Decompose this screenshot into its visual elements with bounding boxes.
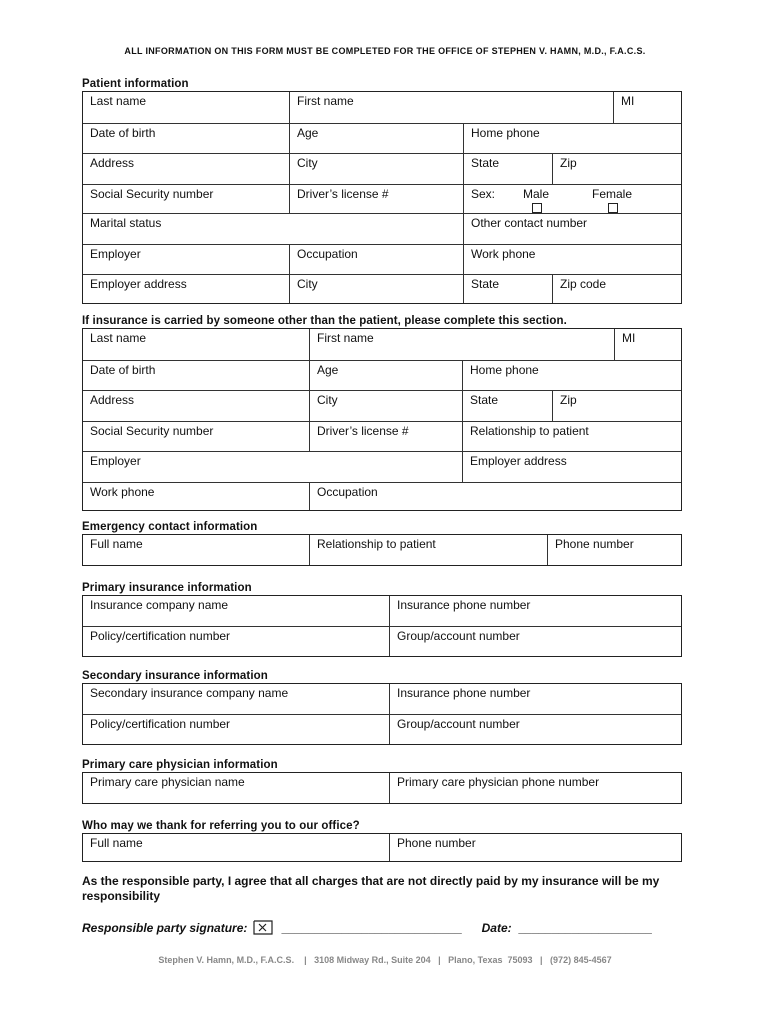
female-checkbox[interactable] [608,203,618,213]
pcp-section-title: Primary care physician information [82,759,278,771]
age-field[interactable]: Age [289,124,463,153]
primary-group-number-field[interactable]: Group/account number [389,627,681,656]
insured-ssn-field[interactable]: Social Security number [90,424,214,438]
insured-last-name-field[interactable]: Last name [90,331,147,345]
female-label: Female [592,187,633,201]
secondary-insurance-phone-field[interactable]: Insurance phone number [389,684,681,714]
insured-employer-address-field[interactable]: Employer address [462,452,681,482]
sex-label: Sex: [471,187,496,201]
first-name-field[interactable]: First name [289,92,613,123]
dob-field[interactable]: Date of birth [90,126,156,140]
zip-field[interactable]: Zip [552,154,681,184]
patient-section-title: Patient information [82,78,189,90]
pcp-section [82,758,682,804]
insured-mi-field[interactable]: MI [614,329,681,360]
home-phone-field[interactable]: Home phone [463,124,681,153]
emergency-section-title: Emergency contact information [82,521,258,533]
referral-section [82,819,682,862]
signature-row [82,920,702,938]
last-name-field[interactable]: Last name [90,94,147,108]
emergency-table [82,534,682,566]
patient-table [82,91,682,304]
address-field[interactable]: Address [90,156,135,170]
marital-status-field[interactable]: Marital status [90,216,162,230]
pcp-table [82,772,682,804]
occupation-field[interactable]: Occupation [289,245,463,274]
secondary-insurance-table [82,683,682,745]
secondary-insurance-title: Secondary insurance information [82,670,268,682]
signature-icon[interactable] [253,920,273,938]
employer-field[interactable]: Employer [90,247,141,261]
insured-table [82,328,682,511]
date-label: Date: [481,921,512,935]
insured-section-title: If insurance is carried by someone other than the patient, please complete this section. [82,315,567,327]
insured-section [82,314,682,511]
primary-policy-number-field[interactable]: Policy/certification number [90,629,231,643]
referral-full-name-field[interactable]: Full name [90,836,143,850]
insured-work-phone-field[interactable]: Work phone [90,485,155,499]
primary-insurance-company-field[interactable]: Insurance company name [90,598,229,612]
referral-section-title: Who may we thank for referring you to our office? [82,820,360,832]
insured-first-name-field[interactable]: First name [309,329,614,360]
primary-insurance-table [82,595,682,657]
responsibility-agreement: As the responsible party, I agree that all charges that are not directly paid by my insurance will be my responsibility [82,874,660,903]
insured-zip-field[interactable]: Zip [552,391,681,421]
emergency-relationship-field[interactable]: Relationship to patient [309,535,547,565]
pcp-phone-field[interactable]: Primary care physician phone number [389,773,681,803]
patient-section [82,77,682,304]
office-footer: Stephen V. Hamn, M.D., F.A.C.S. | 3108 Midway Rd., Suite 204 | Plano, Texas 75093 | (972) 845-4567 [158,955,612,965]
signature-label: Responsible party signature: [82,921,248,935]
insured-home-phone-field[interactable]: Home phone [462,361,681,390]
form-header: ALL INFORMATION ON THIS FORM MUST BE COMPLETED FOR THE OFFICE OF STEPHEN V. HAMN, M.D., F.A.C.S. [124,46,646,56]
insured-drivers-license-field[interactable]: Driver’s license # [309,422,462,451]
mi-field[interactable]: MI [613,92,681,123]
primary-insurance-phone-field[interactable]: Insurance phone number [389,596,681,626]
other-contact-field[interactable]: Other contact number [463,214,681,244]
male-checkbox[interactable] [532,203,542,213]
secondary-insurance-company-field[interactable]: Secondary insurance company name [90,686,289,700]
emergency-full-name-field[interactable]: Full name [90,537,143,551]
state-field[interactable]: State [463,154,552,184]
work-phone-field[interactable]: Work phone [463,245,681,274]
insured-city-field[interactable]: City [309,391,462,421]
insured-address-field[interactable]: Address [90,393,135,407]
insured-occupation-field[interactable]: Occupation [309,483,681,510]
city-field[interactable]: City [289,154,463,184]
date-line[interactable]: ____________________ [518,921,653,935]
insured-age-field[interactable]: Age [309,361,462,390]
employer-state-field[interactable]: State [463,275,552,303]
insured-relationship-field[interactable]: Relationship to patient [462,422,681,451]
employer-city-field[interactable]: City [289,275,463,303]
primary-insurance-title: Primary insurance information [82,582,252,594]
primary-insurance-section [82,581,682,657]
employer-zip-field[interactable]: Zip code [552,275,681,303]
referral-phone-field[interactable]: Phone number [389,834,681,861]
referral-table [82,833,682,862]
secondary-group-number-field[interactable]: Group/account number [389,715,681,744]
secondary-policy-number-field[interactable]: Policy/certification number [90,717,231,731]
ssn-field[interactable]: Social Security number [90,187,214,201]
secondary-insurance-section [82,669,682,745]
pcp-name-field[interactable]: Primary care physician name [90,775,245,789]
insured-dob-field[interactable]: Date of birth [90,363,156,377]
sex-field [463,185,681,213]
insured-state-field[interactable]: State [462,391,552,421]
employer-address-field[interactable]: Employer address [90,277,187,291]
insured-employer-field[interactable]: Employer [90,454,141,468]
signature-line[interactable]: ___________________________ [282,921,463,935]
emergency-phone-field[interactable]: Phone number [547,535,681,565]
emergency-section [82,520,682,566]
male-label: Male [523,187,550,201]
drivers-license-field[interactable]: Driver’s license # [289,185,463,213]
